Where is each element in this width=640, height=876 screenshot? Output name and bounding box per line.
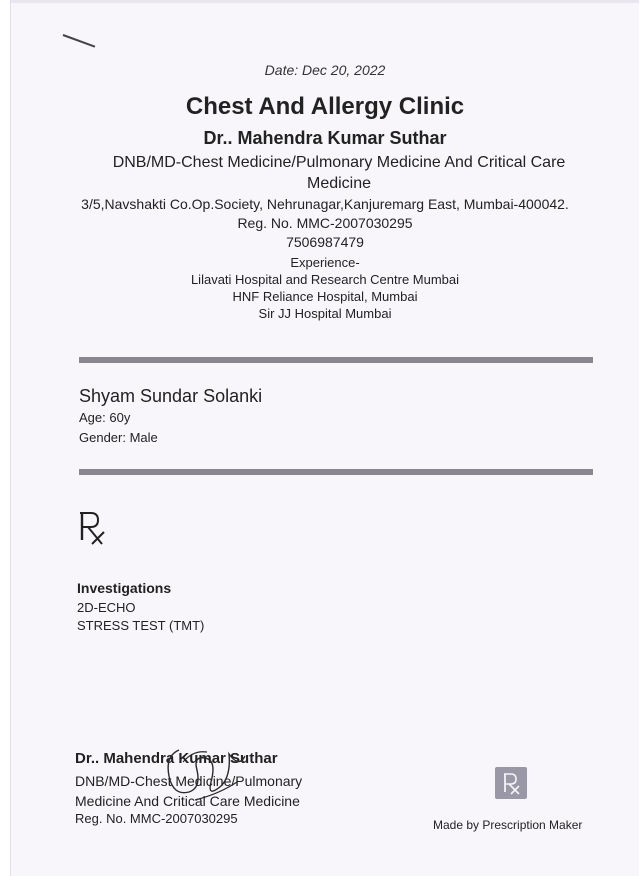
experience-item: Sir JJ Hospital Mumbai [258,306,392,321]
clinic-name: Chest And Allergy Clinic [185,93,465,120]
scan-mark [63,34,96,48]
clinic-address: 3/5,Navshakti Co.Op.Society, Nehrunagar,Kanjuremarg East, Mumbai-400042. [81,196,569,212]
experience-label: Experience- [290,255,360,270]
investigation-item: STRESS TEST (TMT) [77,618,205,633]
patient-age: Age: 60y [79,410,131,425]
patient-gender: Gender: Male [79,430,158,445]
experience-item: HNF Reliance Hospital, Mumbai [232,289,418,304]
registration-number: Reg. No. MMC-2007030295 [237,215,413,231]
signature-qualification: DNB/MD-Chest Medicine/Pulmonary Medicine And Critical Care Medicine [75,773,303,809]
signature-registration-number: Reg. No. MMC-2007030295 [75,811,238,826]
made-by-label: Made by Prescription Maker [433,818,583,832]
investigation-item: 2D-ECHO [77,600,136,615]
header-divider [79,357,593,363]
handwritten-signature [159,742,255,804]
investigations-title: Investigations [77,580,172,596]
prescription-date: Date: Dec 20, 2022 [264,62,386,78]
doctor-qualification: DNB/MD-Chest Medicine/Pulmonary Medicine And Critical Care Medicine [112,154,566,192]
page-top-edge [11,0,639,3]
rx-logo-icon [495,767,527,799]
rx-symbol-icon [77,510,107,546]
phone-number: 7506987479 [286,234,364,250]
experience-block [11,254,639,322]
patient-divider [79,469,593,475]
signature-doctor-name: Dr.. Mahendra Kumar Suthar [75,750,278,767]
experience-item: Lilavati Hospital and Research Centre Mumbai [190,272,460,287]
patient-name: Shyam Sundar Solanki [79,386,263,406]
prescription-page [10,0,639,876]
doctor-name: Dr.. Mahendra Kumar Suthar [203,128,447,148]
